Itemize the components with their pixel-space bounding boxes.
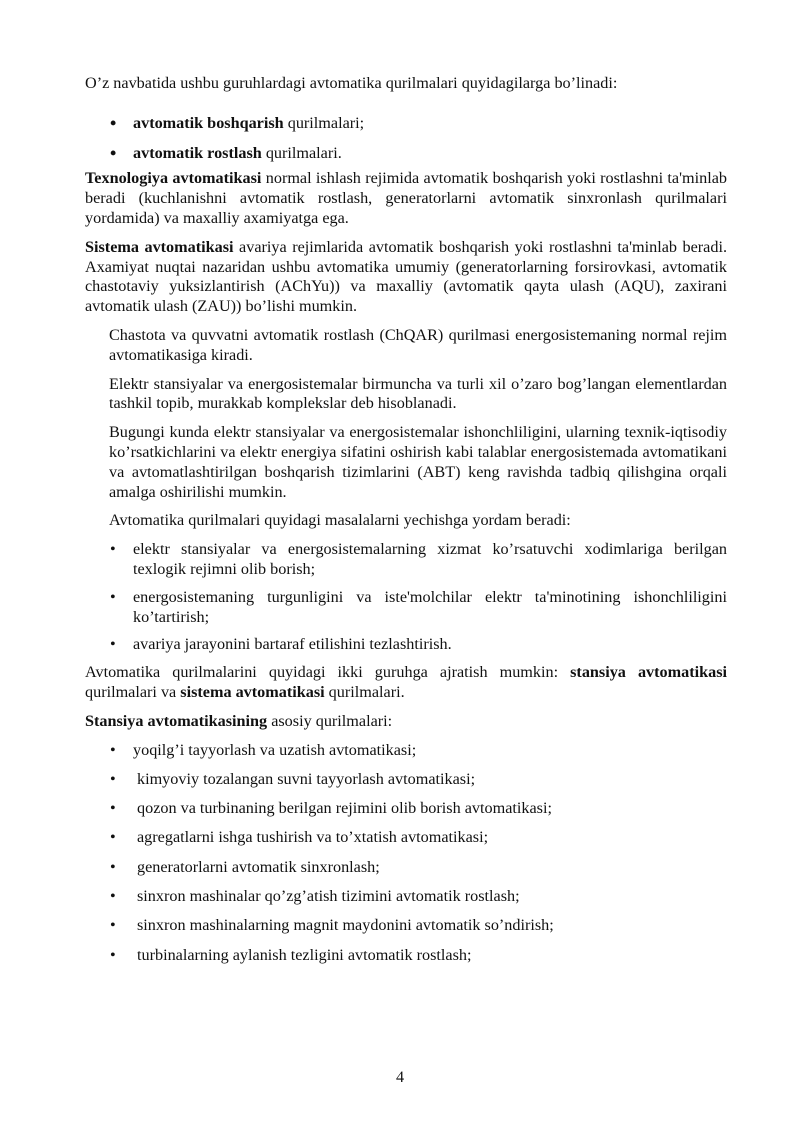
bullet-icon: • <box>110 887 116 905</box>
list-item: • kimyoviy tozalangan suvni tayyorlash avtomatikasi; <box>110 769 476 788</box>
paragraph: Elektr stansiyalar va energosistemalar birmuncha va turli xil o’zaro bog’langan elementlardan tashkil topib, murakkab komplekslar deb hisoblanadi. <box>109 374 727 413</box>
term: Stansiya avtomatikasining <box>85 711 268 730</box>
bullet-icon: • <box>110 828 116 847</box>
term: avtomatik boshqarish <box>133 113 284 132</box>
bullet-icon: • <box>110 769 116 788</box>
tech-paragraph: Texnologiya avtomatikasi normal ishlash rejimida avtomatik boshqarish yoki rostlashni ta'minlab beradi (kuchlanishni avtomatik rostlash, generatorlarni avtomatik sinxronlash qurilmalari yordamida) va maxalliy axamiyatga ega. <box>85 169 727 227</box>
intro-paragraph: O’z navbatida ushbu guruhlardagi avtomatika qurilmalari quyidagilarga bo’linadi: <box>85 74 618 92</box>
bullet-icon: • <box>110 142 117 163</box>
document-page <box>85 74 727 975</box>
system-paragraph: Sistema avtomatikasi avariya rejimlarida avtomatik boshqarish yoki rostlashni ta'minlab beradi. Axamiyat nuqtai nazaridan ushbu avtomatika umumiy (generatorlarning forsirovkasi, avtomatik chastotaviy yuksizlantirish (AChYu)) va maxalliy (avtomatik qayta ulash (AQU), zaxirani avtomatik ulash (ZAU)) bo’lishi mumkin. <box>85 237 728 316</box>
groups-paragraph: Avtomatika qurilmalarini quyidagi ikki guruhga ajratish mumkin: stansiya avtomatikasi qurilmalari va sistema avtomatikasi qurilmalari. <box>85 663 727 701</box>
list-item: • turbinalarning aylanish tezligini avtomatik rostlash; <box>110 945 472 964</box>
paragraph: Chastota va quvvatni avtomatik rostlash (ChQAR) qurilmasi energosistemaning normal rejim avtomatikasiga kiradi. <box>109 325 727 364</box>
list-item: • avariya jarayonini bartaraf etilishini tezlashtirish. <box>110 635 452 654</box>
list-item: • sinxron mashinalarning magnit maydonini avtomatik so’ndirish; <box>110 916 554 935</box>
term-rest: qurilmalari. <box>261 143 342 162</box>
term-rest: qurilmalari; <box>283 113 365 132</box>
station-heading: Stansiya avtomatikasining asosiy qurilmalari: <box>85 711 393 730</box>
list-item: • elektr stansiyalar va energosistemalarning xizmat ko’rsatuvchi xodimlariga berilgan texlogik rejimni olib borish; <box>110 540 727 578</box>
list-item: • qozon va turbinaning berilgan rejimini olib borish avtomatikasi; <box>110 799 552 818</box>
types-list <box>85 114 727 164</box>
term: stansiya avtomatikasi <box>570 663 727 682</box>
term: Sistema avtomatikasi <box>85 237 234 256</box>
indented-block <box>85 326 727 531</box>
paragraph: Bugungi kunda elektr stansiyalar va energosistemalar ishonchliligini, ularning texnik-iqtisodiy ko’rsatkichlarini va elektr energiya sifatini oshirish kabi talablar energosistemada avtomatikani va avtomatlashtirilgan boshqarish tizimlarini (ABT) keng ravishda tadbiq qilishgina orqali amalga oshirilishi mumkin. <box>109 423 727 501</box>
station-list <box>85 741 727 966</box>
bullet-icon: • <box>110 945 116 964</box>
list-item: • agregatlarni ishga tushirish va to’xtatish avtomatikasi; <box>110 828 489 847</box>
bullet-icon: • <box>110 112 117 133</box>
bullet-icon: • <box>110 540 116 559</box>
bullet-icon: • <box>110 916 116 935</box>
term: Texnologiya avtomatikasi <box>85 169 262 188</box>
list-item: • sinxron mashinalar qo’zg’atish tizimini avtomatik rostlash; <box>110 887 520 905</box>
term: sistema avtomatikasi <box>180 682 325 701</box>
page-number: 4 <box>395 1068 405 1086</box>
list-item <box>85 114 727 134</box>
list-item <box>85 144 727 164</box>
bullet-icon: • <box>110 740 116 759</box>
bullet-icon: • <box>110 635 116 654</box>
list-item: • yoqilg’i tayyorlash va uzatish avtomatikasi; <box>110 740 417 759</box>
list-item: • generatorlarni avtomatik sinxronlash; <box>110 857 380 876</box>
bullet-icon: • <box>110 857 116 876</box>
paragraph: Avtomatika qurilmalari quyidagi masalalarni yechishga yordam beradi: <box>109 511 571 530</box>
bullet-icon: • <box>110 587 116 606</box>
list-item: • energosistemaning turgunligini va iste'molchilar elektr ta'minotining ishonchliligini ko’tartirish; <box>110 587 727 626</box>
bullet-icon: • <box>110 799 116 818</box>
tasks-list <box>85 540 727 655</box>
term: avtomatik rostlash <box>133 143 262 162</box>
